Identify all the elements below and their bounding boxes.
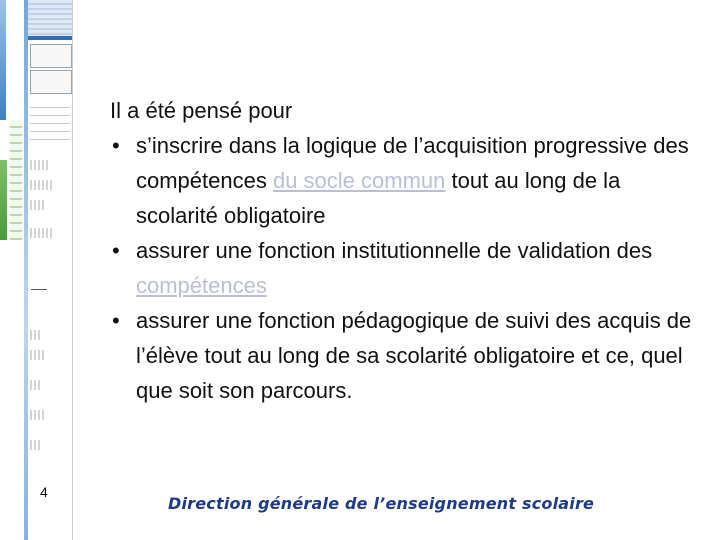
strip-blue-bar — [0, 0, 6, 120]
list-item — [110, 303, 700, 408]
strip-divider — [72, 0, 73, 540]
strip-text-scribble — [30, 380, 42, 390]
strip-green-bar — [0, 160, 7, 240]
strip-header-rule — [28, 36, 72, 40]
bullet-text: assurer une fonction pédagogique de suivi des acquis de l’élève tout au long de sa scolarité obligatoire et ce, quel que soit son parcours. — [136, 308, 692, 403]
strip-lines — [30, 100, 70, 140]
bullet-icon: • — [112, 308, 120, 333]
strip-text-scribble — [30, 200, 44, 210]
strip-text-scribble — [30, 180, 54, 190]
strip-text-scribble — [30, 160, 48, 170]
bullet-text: assurer une fonction institutionnelle de validation des — [136, 238, 653, 263]
strip-text-scribble — [30, 350, 46, 360]
list-item — [110, 128, 700, 233]
bullet-icon: • — [112, 133, 120, 158]
competences-link[interactable]: compétences — [136, 273, 267, 298]
intro-text: Il a été pensé pour — [110, 98, 293, 123]
bullet-icon: • — [112, 238, 120, 263]
strip-box — [30, 44, 72, 68]
strip-text-scribble — [30, 410, 44, 420]
document-thumbnail-strip — [0, 0, 75, 540]
bullet-text: s’inscrire dans la logique de l’acquisition progressive des compétences — [136, 133, 689, 193]
strip-blue-column — [24, 0, 28, 540]
strip-text-scribble — [30, 330, 42, 340]
list-item — [110, 233, 700, 303]
strip-box — [30, 70, 72, 94]
slide-body — [110, 93, 700, 408]
strip-text-scribble — [30, 440, 42, 450]
strip-text-scribble — [30, 228, 52, 238]
footer-text: Direction générale de l’enseignement scolaire — [168, 494, 595, 513]
bullet-text: tout au long de la scolarité obligatoire — [136, 168, 621, 228]
page-number: 4 — [40, 484, 48, 500]
bullet-list — [110, 128, 700, 408]
strip-dash — [31, 289, 47, 290]
socle-commun-link[interactable]: du socle commun — [272, 168, 446, 193]
strip-green-pattern — [10, 120, 22, 240]
strip-header-band — [28, 0, 72, 36]
